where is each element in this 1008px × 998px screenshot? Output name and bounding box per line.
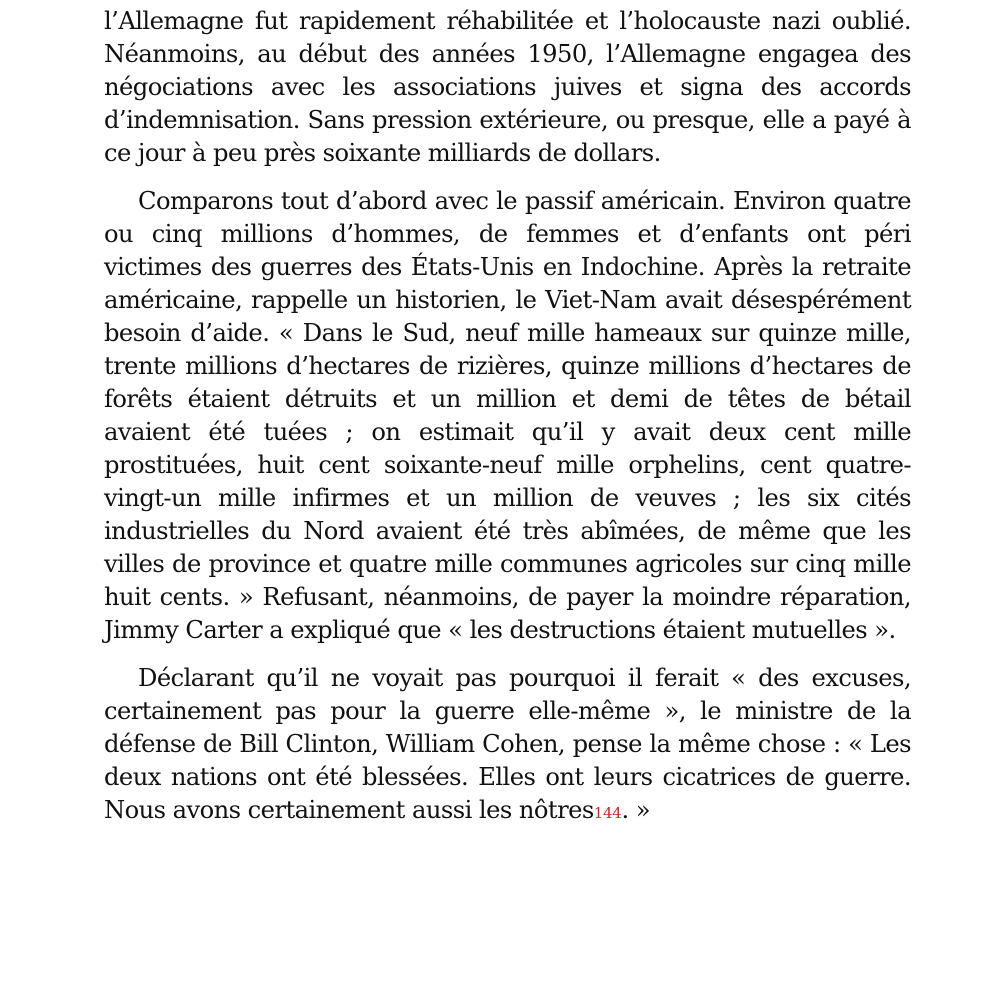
footnote-link[interactable]: 144 bbox=[593, 804, 622, 822]
document-page bbox=[104, 5, 911, 845]
paragraph-germany: l’Allemagne fut rapidement réhabilitée et l’holocauste nazi oublié. Néanmoins, au début des années 1950, l’Allemagne engagea des négociations avec les associations juives et signa des accords d’indemnisation. Sans pression extérieure, ou presque, elle a payé à ce jour à peu près soixante milliards de dollars. bbox=[104, 7, 911, 167]
paragraph-cohen bbox=[104, 662, 911, 830]
paragraph-cohen-closing: . » bbox=[621, 796, 650, 824]
paragraph-cohen-text: Déclarant qu’il ne voyait pas pourquoi il ferait « des excuses, certainement pas pour la guerre elle-même », le ministre de la défense de Bill Clinton, William Cohen, pense la même chose : « Les deux nations ont été blessées. Elles ont leurs cicatrices de guerre. Nous avons certainement aussi les nôtres bbox=[104, 664, 911, 824]
paragraph-american-liability: Comparons tout d’abord avec le passif américain. Environ quatre ou cinq millions d’hommes, de femmes et d’enfants ont péri victimes des guerres des États-Unis en Indochine. Après la retraite américaine, rappelle un historien, le Viet-Nam avait désespérément besoin d’aide. « Dans le Sud, neuf mille hameaux sur quinze mille, trente millions d’hectares de rizières, quinze millions d’hectares de forêts étaient détruits et un million et demi de têtes de bétail avaient été tuées ; on estimait qu’il y avait deux cent mille prostituées, huit cent soixante-neuf mille orphelins, cent quatre-vingt-un mille infirmes et un million de veuves ; les six cités industrielles du Nord avaient été très abîmées, de même que les villes de province et quatre mille communes agricoles sur cinq mille huit cents. » Refusant, néanmoins, de payer la moindre réparation, Jimmy Carter a expliqué que « les destructions étaient mutuelles ». bbox=[104, 187, 911, 644]
